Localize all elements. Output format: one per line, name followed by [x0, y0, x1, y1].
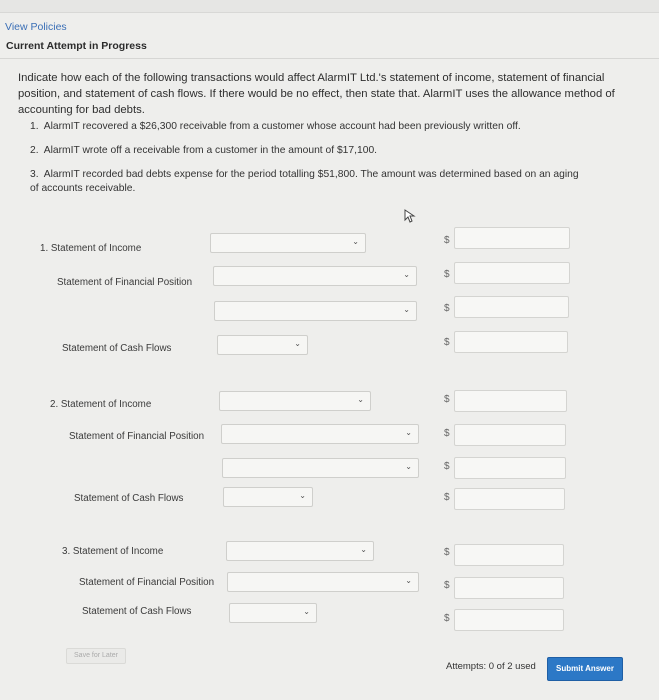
view-policies-link[interactable]: View Policies: [5, 21, 67, 33]
dollar-sign: $: [444, 269, 450, 280]
transaction-2: [30, 144, 630, 158]
part2-sfp-amount-2[interactable]: [454, 457, 566, 479]
part3-sfp-amount[interactable]: [454, 577, 564, 599]
part2-cf-amount[interactable]: [454, 488, 565, 510]
transaction-text: AlarmIT recorded bad debts expense for the period totalling $51,800. The amount was determined based on an aging of accounts receivable.: [30, 169, 579, 194]
dollar-sign: $: [444, 235, 450, 246]
dollar-sign: $: [444, 394, 450, 405]
part3-income-amount[interactable]: [454, 544, 564, 566]
dollar-sign: $: [444, 580, 450, 591]
part2-sfp-select-1[interactable]: [221, 424, 419, 444]
divider: [0, 58, 659, 59]
transaction-text: AlarmIT wrote off a receivable from a customer in the amount of $17,100.: [43, 145, 378, 156]
chevron-down-icon: ⌄: [299, 491, 306, 500]
part1-cf-label: Statement of Cash Flows: [62, 343, 172, 354]
chevron-down-icon: ⌄: [403, 305, 410, 314]
part3-sfp-label: Statement of Financial Position: [79, 577, 215, 588]
part2-sfp-amount-1[interactable]: [454, 424, 566, 446]
part2-income-select[interactable]: [219, 391, 371, 411]
dollar-sign: $: [444, 428, 450, 439]
dollar-sign: $: [444, 547, 450, 558]
dollar-sign: $: [444, 492, 450, 503]
transaction-number: 3.: [30, 169, 39, 180]
transaction-number: 1.: [30, 121, 39, 132]
dollar-sign: $: [444, 613, 450, 624]
part1-income-label: 1. Statement of Income: [40, 243, 142, 254]
part1-sfp-amount-1[interactable]: [454, 262, 570, 284]
chevron-down-icon: ⌄: [405, 576, 412, 585]
part2-cf-select[interactable]: [223, 487, 313, 507]
part2-income-label: 2. Statement of Income: [50, 399, 152, 410]
dollar-sign: $: [444, 303, 450, 314]
mouse-cursor-icon: [404, 209, 416, 223]
chevron-down-icon: ⌄: [303, 607, 310, 616]
part3-cf-select[interactable]: [229, 603, 317, 623]
submit-answer-button[interactable]: Submit Answer: [547, 657, 623, 681]
transaction-number: 2.: [30, 145, 39, 156]
chevron-down-icon: ⌄: [405, 428, 412, 437]
part1-sfp-select-1[interactable]: [213, 266, 417, 286]
chevron-down-icon: ⌄: [357, 395, 364, 404]
part1-income-select[interactable]: [210, 233, 366, 253]
dollar-sign: $: [444, 337, 450, 348]
part1-sfp-select-2[interactable]: [214, 301, 417, 321]
attempt-status: Current Attempt in Progress: [6, 40, 147, 52]
top-strip: [0, 0, 659, 13]
part2-cf-label: Statement of Cash Flows: [74, 493, 184, 504]
chevron-down-icon: ⌄: [405, 462, 412, 471]
transaction-3: [30, 168, 590, 196]
instructions: Indicate how each of the following transactions would affect AlarmIT Ltd.'s statement of income, statement of financial position, and statement of cash flows. If there would be no effect, then state that. AlarmIT uses the allowance method of accounting for bad debts.: [18, 72, 615, 116]
part3-income-select[interactable]: [226, 541, 374, 561]
part1-income-amount[interactable]: [454, 227, 570, 249]
chevron-down-icon: ⌄: [352, 237, 359, 246]
part1-cf-select[interactable]: [217, 335, 308, 355]
part3-income-label: 3. Statement of Income: [62, 546, 164, 557]
part1-cf-amount[interactable]: [454, 331, 568, 353]
chevron-down-icon: ⌄: [403, 270, 410, 279]
dollar-sign: $: [444, 461, 450, 472]
part1-sfp-amount-2[interactable]: [454, 296, 569, 318]
part3-cf-amount[interactable]: [454, 609, 564, 631]
save-for-later-button[interactable]: Save for Later: [66, 648, 126, 664]
part3-sfp-select[interactable]: [227, 572, 419, 592]
part2-sfp-label: Statement of Financial Position: [69, 431, 205, 442]
transaction-text: AlarmIT recovered a $26,300 receivable from a customer whose account had been previously written off.: [43, 121, 521, 132]
part2-sfp-select-2[interactable]: [222, 458, 419, 478]
chevron-down-icon: ⌄: [360, 545, 367, 554]
part1-sfp-label: Statement of Financial Position: [57, 277, 193, 288]
chevron-down-icon: ⌄: [294, 339, 301, 348]
attempts-counter: Attempts: 0 of 2 used: [446, 661, 536, 672]
transaction-1: [30, 120, 630, 134]
part3-cf-label: Statement of Cash Flows: [82, 606, 192, 617]
part2-income-amount[interactable]: [454, 390, 567, 412]
